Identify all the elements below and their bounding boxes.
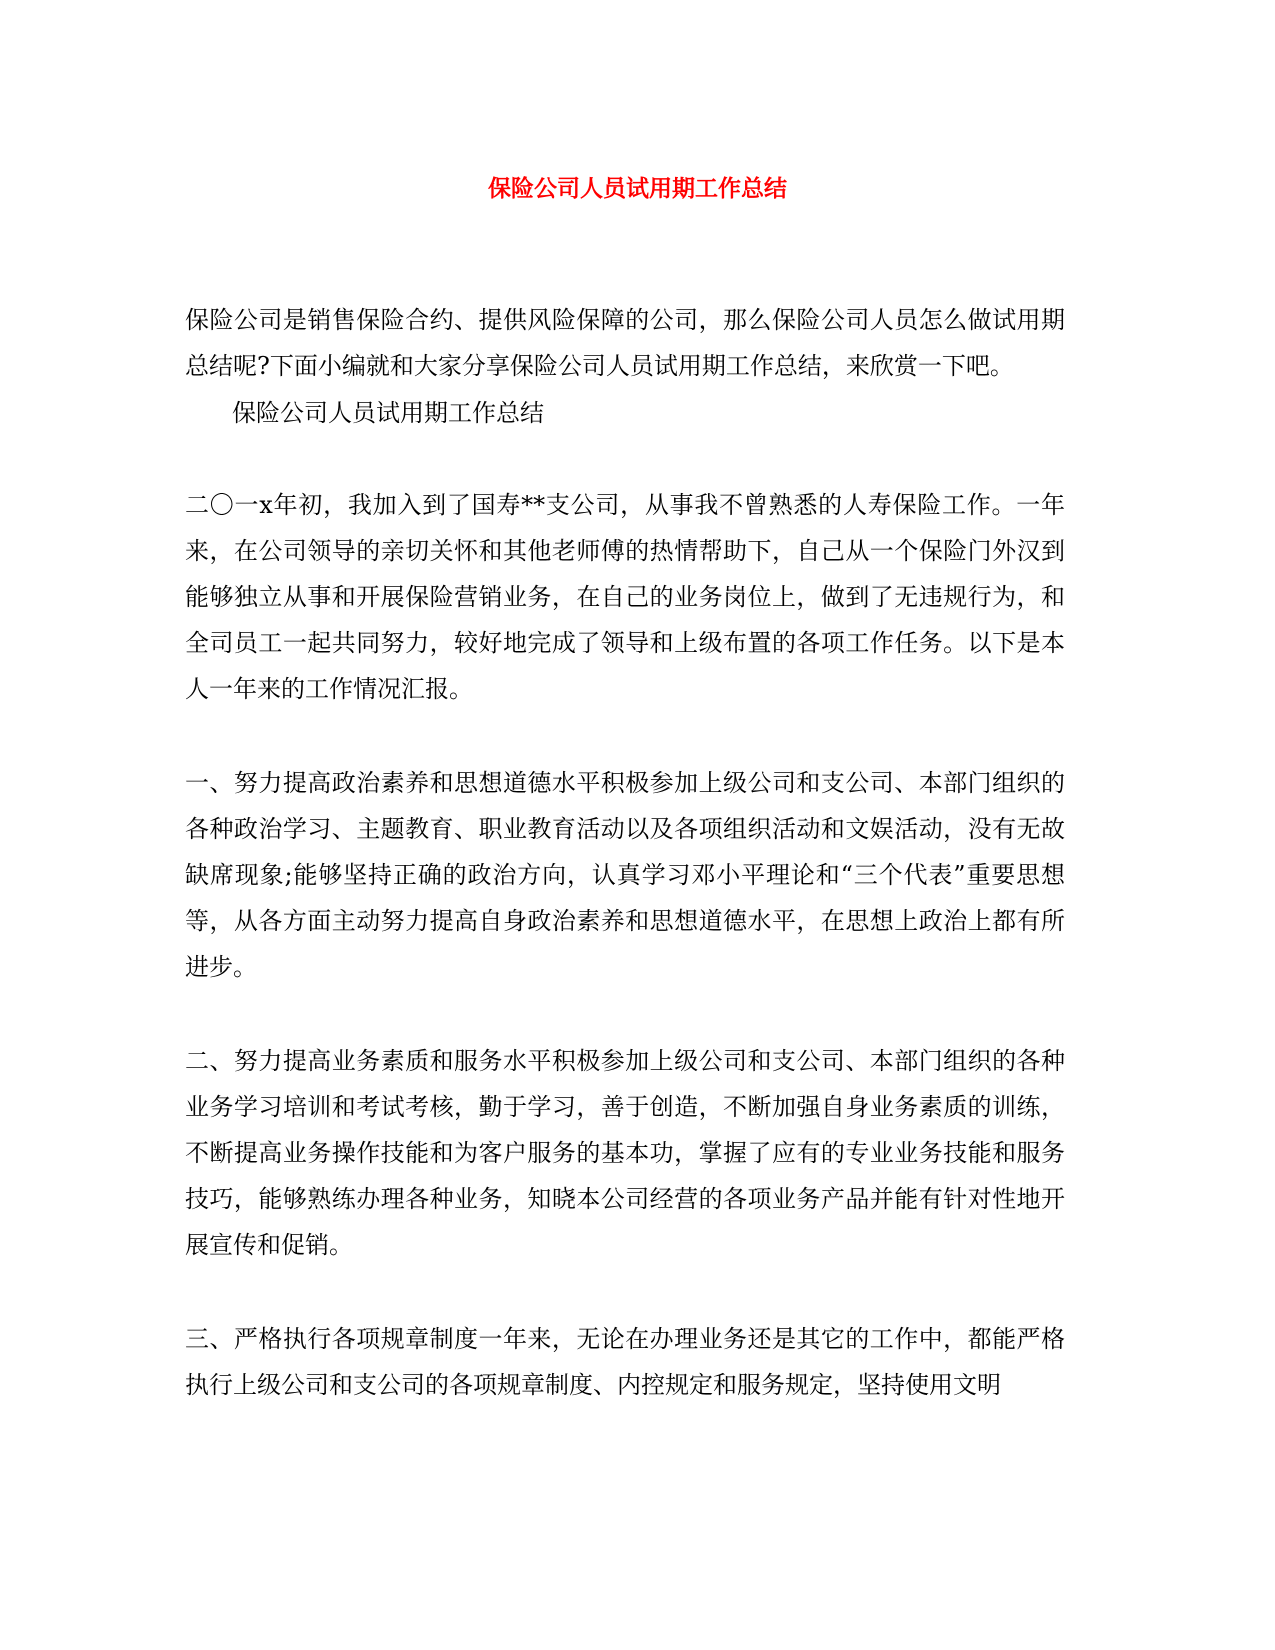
section-three-paragraph: 三、严格执行各项规章制度一年来，无论在办理业务还是其它的工作中，都能严格执行上级公司和支公司的各项规章制度、内控规定和服务规定，坚持使用文明	[185, 1325, 1065, 1399]
intro-paragraph: 保险公司是销售保险合约、提供风险保障的公司，那么保险公司人员怎么做试用期总结呢?下面小编就和大家分享保险公司人员试用期工作总结，来欣赏一下吧。	[185, 306, 1065, 380]
section-two-paragraph: 二、努力提高业务素质和服务水平积极参加上级公司和支公司、本部门组织的各种业务学习培训和考试考核，勤于学习，善于创造，不断加强自身业务素质的训练，不断提高业务操作技能和为客户服务的基本功，掌握了应有的专业业务技能和服务技巧，能够熟练办理各种业务，知晓本公司经营的各项业务产品并能有针对性地开展宣传和促销。	[185, 1047, 1065, 1259]
subtitle-paragraph: 保险公司人员试用期工作总结	[232, 399, 544, 427]
document-title: 保险公司人员试用期工作总结	[488, 176, 787, 202]
section-one-paragraph: 一、努力提高政治素养和思想道德水平积极参加上级公司和支公司、本部门组织的各种政治学习、主题教育、职业教育活动以及各项组织活动和文娱活动，没有无故缺席现象;能够坚持正确的政治方向，认真学习邓小平理论和“三个代表”重要思想等，从各方面主动努力提高自身政治素养和思想道德水平，在思想上政治上都有所进步。	[185, 769, 1065, 981]
body-paragraph-1: 二〇一x年初，我加入到了国寿**支公司，从事我不曾熟悉的人寿保险工作。一年来，在公司领导的亲切关怀和其他老师傅的热情帮助下，自己从一个保险门外汉到能够独立从事和开展保险营销业务，在自己的业务岗位上，做到了无违规行为，和全司员工一起共同努力，较好地完成了领导和上级布置的各项工作任务。以下是本人一年来的工作情况汇报。	[185, 491, 1065, 703]
